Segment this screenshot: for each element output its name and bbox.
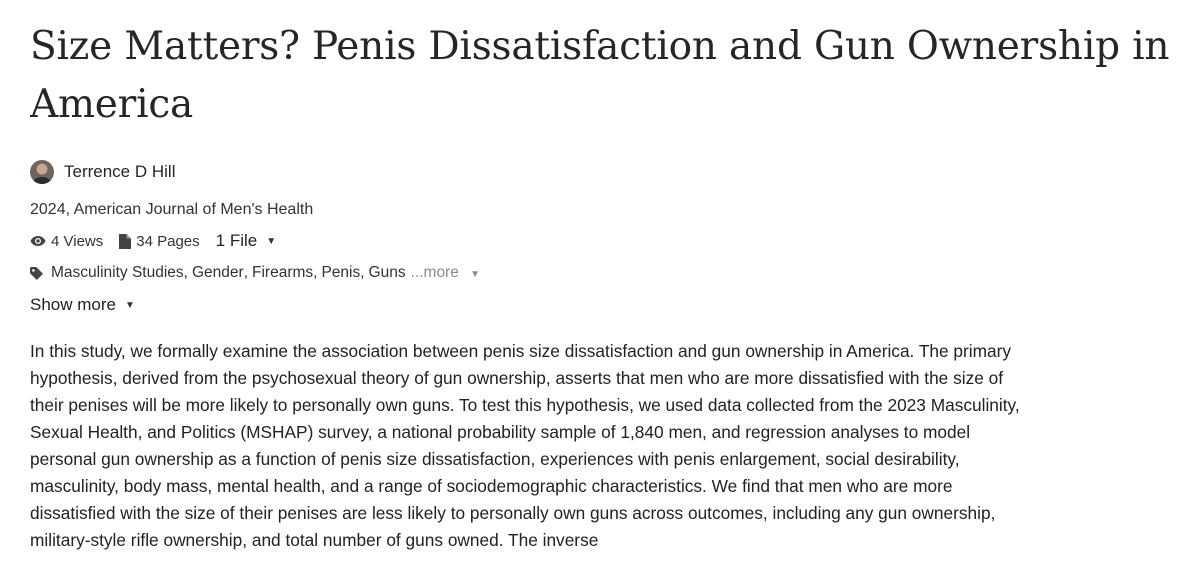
tags-row: Masculinity Studies , Gender , Firearms , Penis , Guns ...more ▼	[30, 262, 1195, 284]
paper-stats	[30, 230, 1195, 252]
eye-icon	[30, 235, 46, 247]
tag-link[interactable]: Penis	[321, 264, 361, 281]
caret-down-icon: ▼	[266, 235, 277, 247]
show-more-label: Show more	[30, 295, 116, 314]
more-tags-label: ...more	[410, 264, 459, 281]
publication-info: 2024, American Journal of Men's Health	[30, 201, 314, 218]
tag-icon	[30, 267, 43, 280]
paper-title: Size Matters? Penis Dissatisfaction and Gun Ownership in America	[30, 24, 1170, 127]
caret-down-icon: ▼	[124, 299, 135, 311]
tag-link[interactable]: Gender	[191, 264, 244, 281]
show-more-button[interactable]	[30, 294, 1195, 316]
paper-page	[30, 0, 1195, 561]
views-label: 4 Views	[51, 232, 104, 250]
more-tags-button[interactable]	[411, 264, 480, 282]
pages-count	[119, 233, 199, 250]
author-name[interactable]: Terrence D Hill	[64, 162, 176, 181]
pages-label: 34 Pages	[136, 232, 200, 250]
files-dropdown[interactable]	[216, 231, 276, 251]
author-row[interactable]	[30, 155, 1195, 189]
document-icon	[119, 234, 131, 249]
abstract-text: In this study, we formally examine the association between penis size dissatisfaction and gun ownership in America. The primary hypothesis, derived from the psychosexual theory of gun ownership, asserts that men who are more dissatisfied with the size of their penises will be more likely to personally own guns. To test this hypothesis, we used data collected from the 2023 Masculinity, Sexual Health, and Politics (MSHAP) survey, a national probability sample of 1,840 men, and regression analyses to model personal gun ownership as a function of penis size dissatisfaction, experiences with penis enlargement, social desirability, masculinity, body mass, mental health, and a range of sociodemographic characteristics. We find that men who are more dissatisfied with the size of their penises are less likely to personally own guns across outcomes, including any gun ownership, military-style rifle ownership, and total number of guns owned. The inverse	[30, 341, 1020, 550]
tag-link[interactable]: Masculinity Studies	[51, 264, 184, 281]
caret-down-icon: ▼	[470, 269, 481, 280]
tag-link[interactable]: Guns	[368, 264, 406, 281]
author-avatar[interactable]	[30, 160, 54, 184]
views-count	[30, 233, 103, 250]
files-label: 1 File	[215, 231, 258, 250]
tag-link[interactable]: Firearms	[252, 264, 314, 281]
